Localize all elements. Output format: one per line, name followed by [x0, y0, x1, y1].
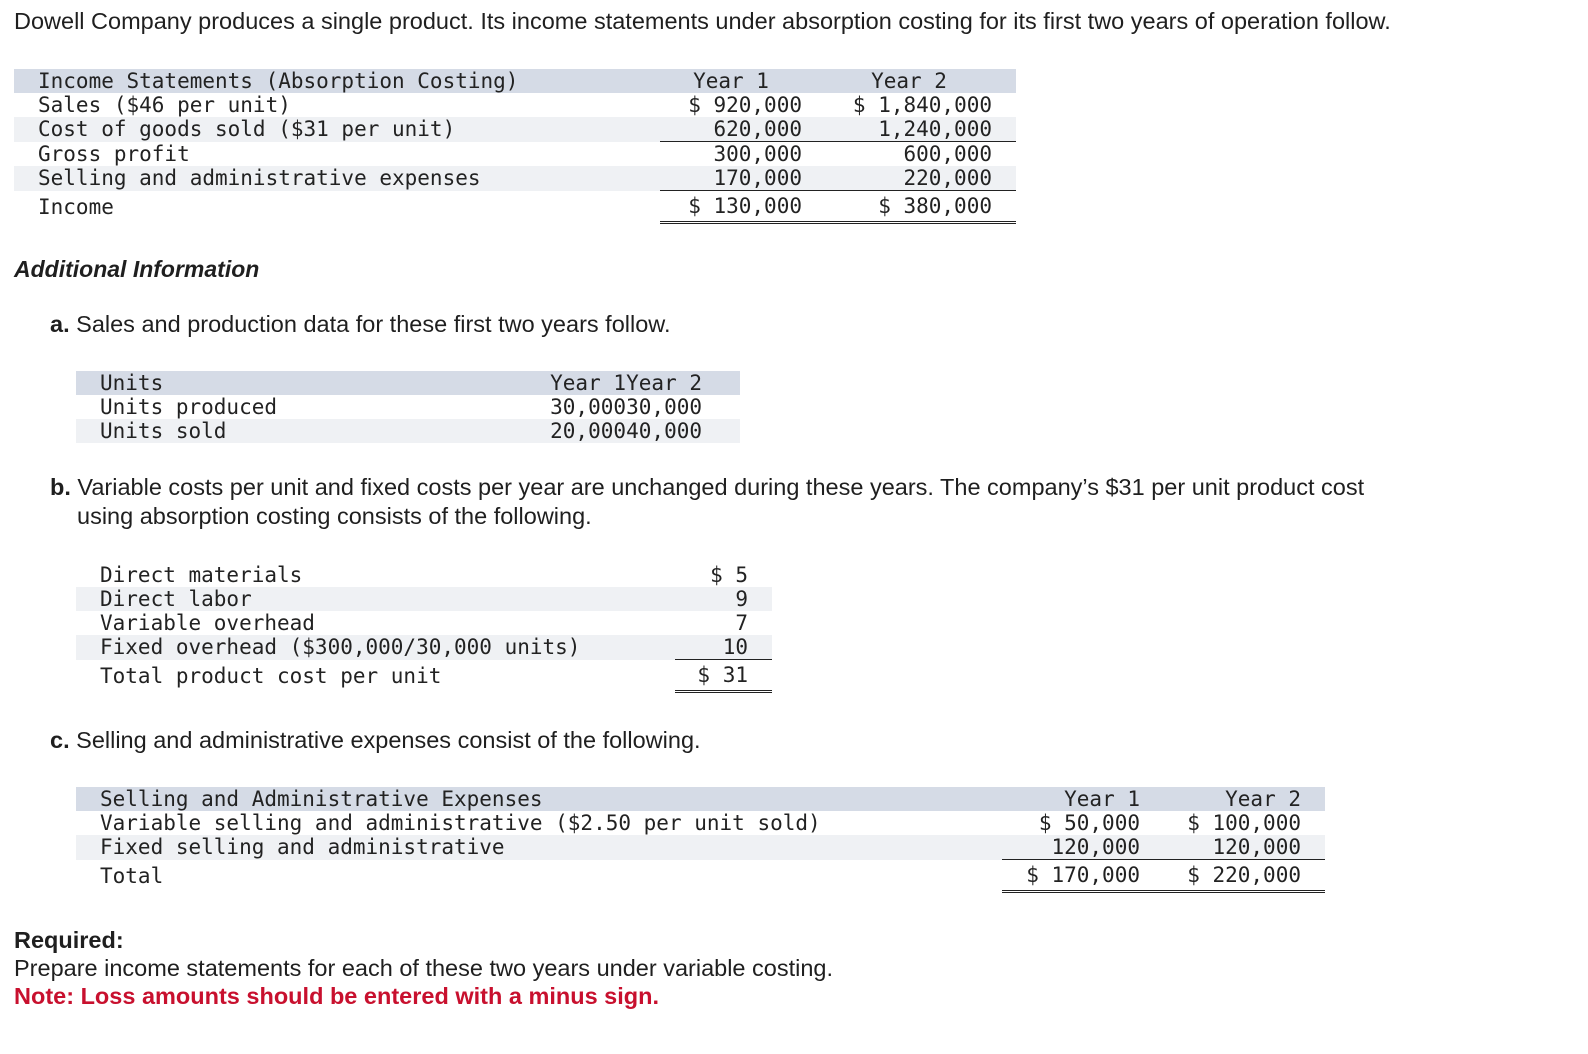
year2-value: 220,000	[826, 166, 1016, 191]
part-c-body: Selling and administrative expenses consist of the following.	[76, 727, 701, 753]
year2-value: $ 100,000	[1187, 811, 1301, 835]
selling-admin-table	[76, 787, 1325, 893]
required-title: Required:	[14, 927, 124, 953]
table-row	[76, 395, 740, 419]
header-year1: Year 1	[660, 69, 826, 93]
year2-value: 30,000	[626, 395, 702, 419]
income-statement-table	[14, 69, 1016, 224]
row-label: Total product cost per unit	[100, 663, 442, 688]
row-label: Variable overhead	[100, 611, 315, 635]
required-text: Prepare income statements for each of these two years under variable costing.	[14, 955, 834, 981]
row-label: Gross profit	[38, 141, 190, 166]
row-label: Selling and administrative expenses	[14, 166, 660, 191]
table-header-row	[76, 787, 1325, 811]
units-table	[76, 371, 740, 443]
header-year2: Year 2	[826, 69, 1016, 93]
row-label: Fixed overhead ($300,000/30,000 units)	[76, 635, 675, 660]
row-label: Fixed selling and administrative	[76, 835, 1002, 860]
row-label: Income	[38, 194, 114, 219]
cost-value: 9	[675, 587, 772, 611]
table-row	[76, 563, 772, 587]
table-row	[14, 191, 1016, 223]
year1-value: 620,000	[660, 117, 826, 142]
year2-value: 40,000	[626, 419, 740, 443]
part-c-text	[50, 726, 701, 755]
row-label: Total	[100, 863, 164, 888]
table-row	[76, 611, 772, 635]
table-row	[76, 635, 772, 660]
row-label: Units sold	[76, 419, 476, 443]
header-label: Income Statements (Absorption Costing)	[14, 69, 660, 93]
year1-value: $ 920,000	[688, 93, 802, 117]
year1-value: 170,000	[660, 166, 826, 191]
row-label: Variable selling and administrative ($2.50 per unit sold)	[100, 811, 821, 835]
row-label: Cost of goods sold ($31 per unit)	[14, 117, 660, 142]
header-year1: Year 1	[476, 371, 626, 395]
year1-value: 30,000	[550, 395, 626, 419]
year2-value: $ 1,840,000	[852, 93, 992, 117]
part-a-body: Sales and production data for these first two years follow.	[76, 311, 671, 337]
table-row	[76, 660, 772, 692]
part-c-label: c.	[50, 727, 70, 753]
cost-value: $ 31	[675, 660, 772, 692]
table-row	[14, 93, 1016, 117]
year1-value: 120,000	[1002, 835, 1164, 860]
row-label: Units produced	[100, 395, 278, 419]
header-year1: Year 1	[1002, 787, 1164, 811]
part-b-line2: using absorption costing consists of the following.	[77, 503, 592, 529]
cost-value: 7	[735, 611, 748, 635]
year1-value: 300,000	[713, 142, 802, 166]
year1-value: $ 130,000	[660, 191, 826, 223]
table-header-row	[14, 69, 1016, 93]
part-b-label: b.	[50, 474, 71, 500]
year1-value: 20,000	[476, 419, 626, 443]
header-label: Selling and Administrative Expenses	[76, 787, 1002, 811]
cost-value: 10	[675, 635, 772, 660]
year1-value: $ 170,000	[1002, 860, 1164, 892]
year2-value: 120,000	[1164, 835, 1325, 860]
product-cost-table	[76, 563, 772, 693]
table-row	[14, 142, 1016, 167]
row-label: Direct labor	[76, 587, 675, 611]
intro-text: Dowell Company produces a single product. Its income statements under absorption costing for its first two years of operation follow.	[14, 8, 1391, 34]
year2-value: 600,000	[903, 142, 992, 166]
part-b-line1: Variable costs per unit and fixed costs per year are unchanged during these years. The company’s $31 per unit product cost	[77, 474, 1365, 500]
cost-value: $ 5	[710, 563, 748, 587]
table-header-row	[76, 371, 740, 395]
row-label: Direct materials	[100, 563, 303, 587]
part-a-text	[50, 310, 671, 339]
required-note: Note: Loss amounts should be entered with a minus sign.	[14, 983, 660, 1009]
year1-value: $ 50,000	[1038, 811, 1140, 835]
header-year2: Year 2	[1164, 787, 1325, 811]
part-b-text	[50, 473, 1364, 531]
row-label: Sales ($46 per unit)	[38, 93, 291, 117]
additional-info-title: Additional Information	[14, 256, 260, 282]
year2-value: $ 380,000	[826, 191, 1016, 223]
table-row	[76, 419, 740, 443]
table-row	[76, 835, 1325, 860]
header-label: Units	[76, 371, 476, 395]
table-row	[76, 811, 1325, 835]
part-a-label: a.	[50, 311, 70, 337]
year2-value: $ 220,000	[1164, 860, 1325, 892]
table-row	[14, 166, 1016, 191]
header-year2: Year 2	[626, 371, 740, 395]
table-row	[14, 117, 1016, 142]
table-row	[76, 587, 772, 611]
table-row	[76, 860, 1325, 892]
year2-value: 1,240,000	[826, 117, 1016, 142]
